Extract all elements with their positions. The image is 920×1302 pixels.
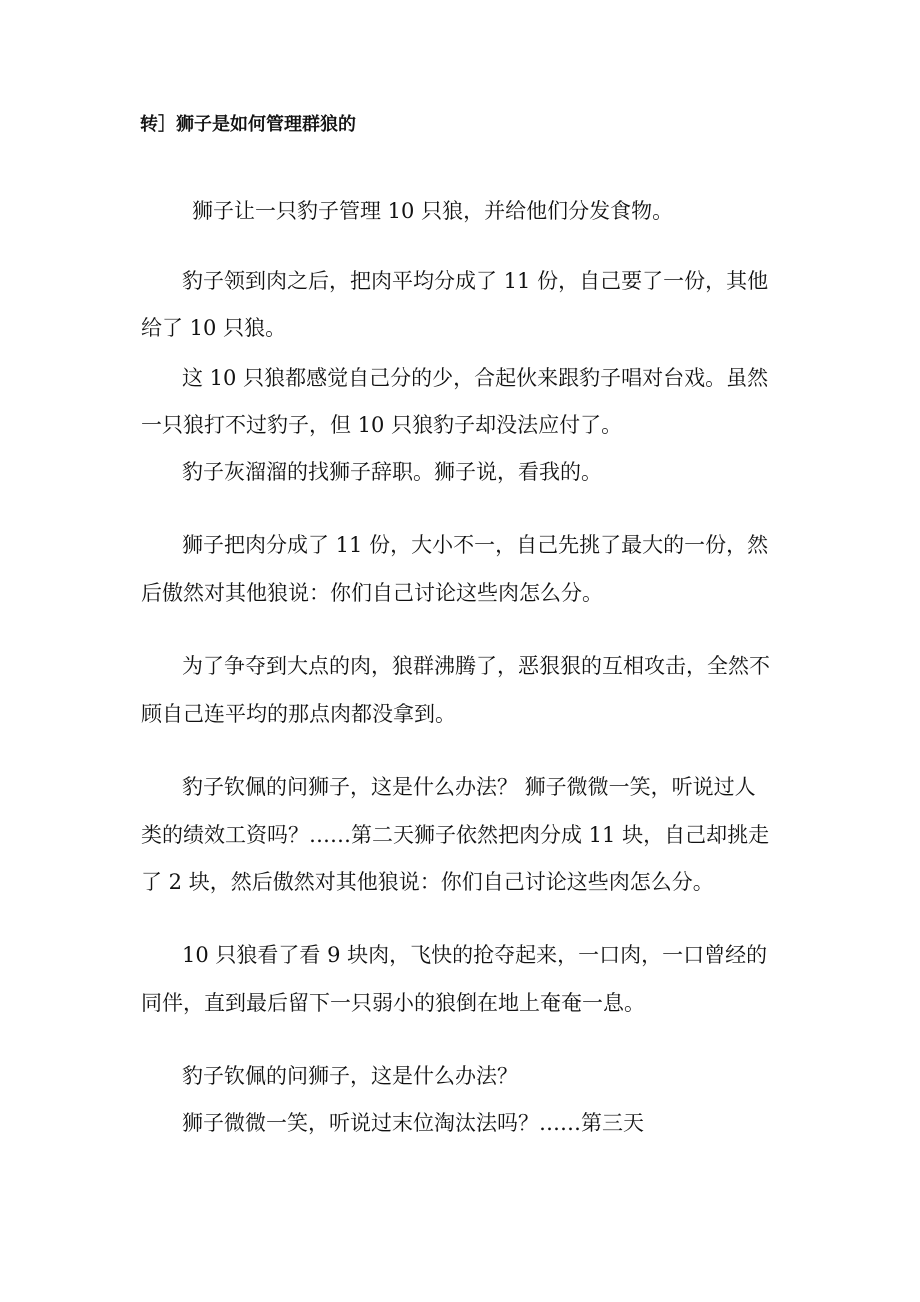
paragraph-line: 同伴，直到最后留下一只弱小的狼倒在地上奄奄一息。 bbox=[141, 991, 645, 1015]
paragraph-line: 给了 10 只狼。 bbox=[141, 316, 287, 340]
paragraph-line: 豹子钦佩的问狮子，这是什么办法？ bbox=[182, 1064, 518, 1088]
paragraph-line: 为了争夺到大点的肉，狼群沸腾了，恶狠狠的互相攻击，全然不 bbox=[182, 654, 770, 678]
paragraph-line: 一只狼打不过豹子，但 10 只狼豹子却没法应付了。 bbox=[141, 413, 623, 437]
paragraph-line: 后傲然对其他狼说：你们自己讨论这些肉怎么分。 bbox=[141, 581, 603, 605]
paragraph-line: 豹子领到肉之后，把肉平均分成了 11 份，自己要了一份，其他 bbox=[182, 269, 769, 293]
paragraph-line: 10 只狼看了看 9 块肉，飞快的抢夺起来，一口肉，一口曾经的 bbox=[182, 943, 768, 967]
paragraph-line: 类的绩效工资吗？……第二天狮子依然把肉分成 11 块，自己却挑走 bbox=[141, 823, 770, 847]
document-title: 转］狮子是如何管理群狼的 bbox=[140, 114, 356, 135]
paragraph-line: 狮子微微一笑，听说过末位淘汰法吗？……第三天 bbox=[182, 1111, 644, 1135]
paragraph-line: 狮子把肉分成了 11 份，大小不一，自己先挑了最大的一份，然 bbox=[182, 533, 769, 557]
paragraph-line: 豹子灰溜溜的找狮子辞职。狮子说，看我的。 bbox=[182, 460, 602, 484]
paragraph-line: 豹子钦佩的问狮子，这是什么办法？ 狮子微微一笑，听说过人 bbox=[182, 775, 756, 799]
paragraph-line: 了 2 块，然后傲然对其他狼说：你们自己讨论这些肉怎么分。 bbox=[141, 870, 714, 894]
paragraph-line: 这 10 只狼都感觉自己分的少，合起伙来跟豹子唱对台戏。虽然 bbox=[182, 366, 769, 390]
paragraph-line: 狮子让一只豹子管理 10 只狼，并给他们分发食物。 bbox=[192, 199, 674, 223]
paragraph-line: 顾自己连平均的那点肉都没拿到。 bbox=[141, 702, 456, 726]
